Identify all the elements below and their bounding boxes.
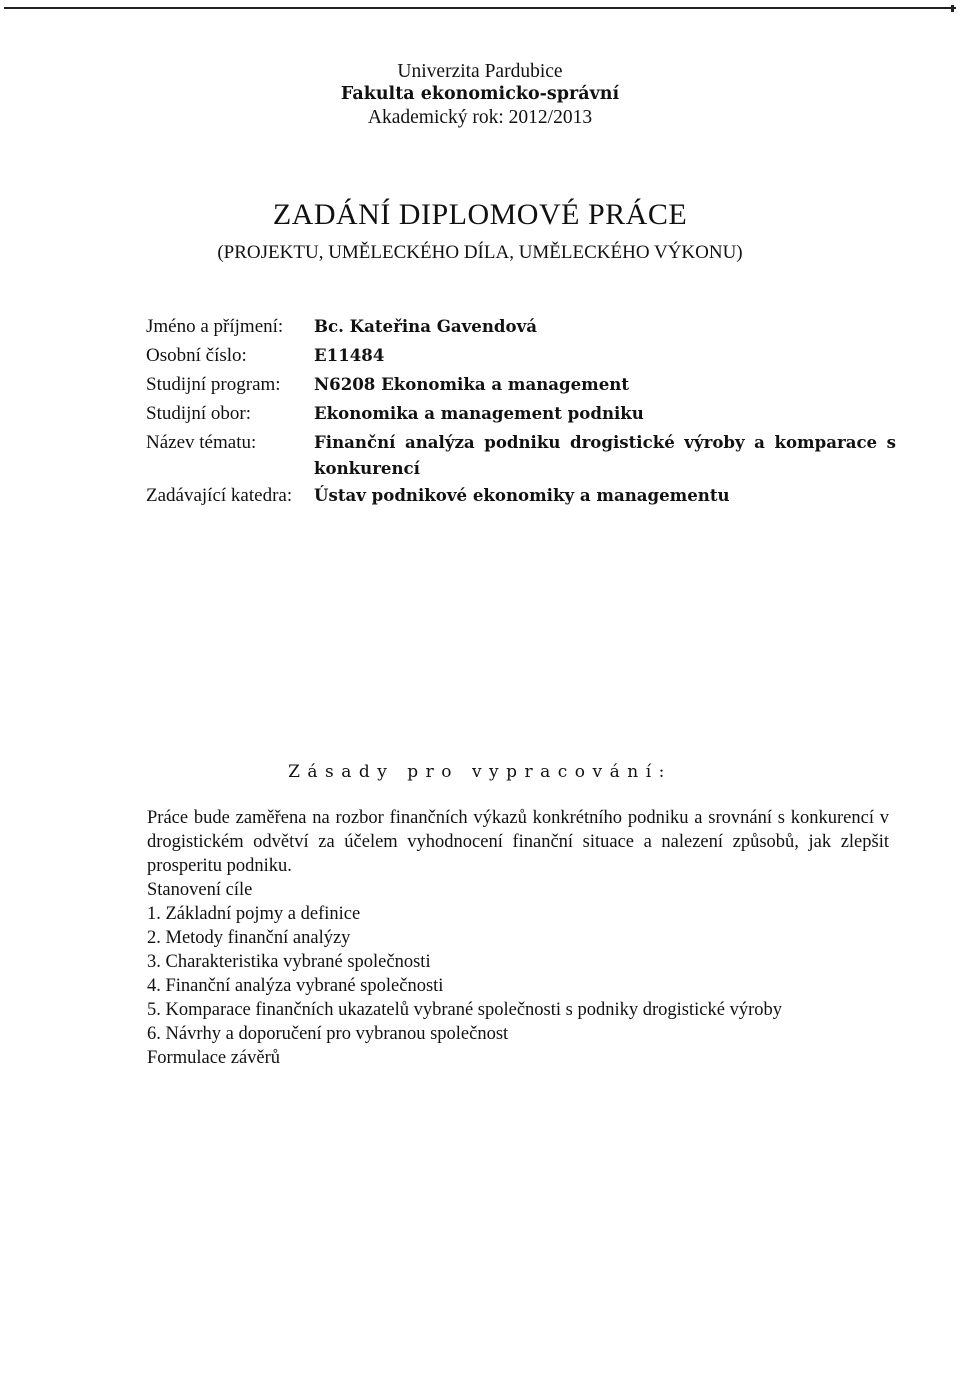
info-row-topic	[146, 428, 896, 481]
academic-year: Akademický rok: 2012/2013	[367, 107, 593, 128]
principles-line-5: 5. Komparace finančních ukazatelů vybrané společnosti s podniky drogistické výroby	[147, 1000, 782, 1020]
info-row-personal-number	[146, 341, 896, 370]
principles-line-6: 6. Návrhy a doporučení pro vybranou společnost	[147, 1024, 509, 1044]
info-label: Studijní program:	[146, 374, 281, 395]
info-row-program	[146, 370, 896, 399]
university-name: Univerzita Pardubice	[397, 61, 563, 82]
info-value: Ústav podnikové ekonomiky a managementu	[314, 485, 730, 505]
info-label: Jméno a příjmení:	[146, 316, 284, 337]
info-label: Studijní obor:	[146, 403, 252, 424]
scan-edge-mark	[951, 5, 954, 12]
principles-line-conclusions: Formulace závěrů	[147, 1048, 281, 1068]
info-label: Osobní číslo:	[146, 345, 247, 366]
info-value: Bc. Kateřina Gavendová	[314, 316, 537, 336]
principles-line-goal: Stanovení cíle	[147, 880, 253, 900]
info-label: Název tématu:	[146, 432, 257, 453]
principles-paragraph: Práce bude zaměřena na rozbor finančních výkazů konkrétního podniku a srovnání s konkurencí v drogistickém odvětví za účelem vyhodnocení finanční situace a nalezení způsobů, jak zlepšit prosperitu podniku.	[147, 808, 889, 876]
document-title: ZADÁNÍ DIPLOMOVÉ PRÁCE	[272, 198, 688, 231]
principles-heading: Zásady pro vypracování:	[288, 762, 672, 782]
faculty-name: Fakulta ekonomicko-správní	[340, 84, 620, 104]
info-row-name	[146, 312, 896, 341]
info-value: E11484	[314, 345, 385, 365]
principles-line-4: 4. Finanční analýza vybrané společnosti	[147, 976, 444, 996]
info-row-department	[146, 481, 896, 510]
document-header	[0, 60, 960, 129]
info-value: Ekonomika a management podniku	[314, 403, 644, 423]
student-info-table	[146, 312, 896, 510]
principles-line-3: 3. Charakteristika vybrané společnosti	[147, 952, 431, 972]
principles-line-1: 1. Základní pojmy a definice	[147, 904, 361, 924]
scan-edge-line	[4, 7, 956, 9]
info-row-field	[146, 399, 896, 428]
principles-body	[147, 806, 889, 1070]
info-value: Finanční analýza podniku drogistické výroby a komparace s konkurencí	[314, 432, 896, 478]
info-label: Zadávající katedra:	[146, 485, 293, 506]
document-subtitle: (PROJEKTU, UMĚLECKÉHO DÍLA, UMĚLECKÉHO VÝKONU)	[217, 242, 743, 263]
info-value: N6208 Ekonomika a management	[314, 374, 630, 394]
principles-line-2: 2. Metody finanční analýzy	[147, 928, 351, 948]
